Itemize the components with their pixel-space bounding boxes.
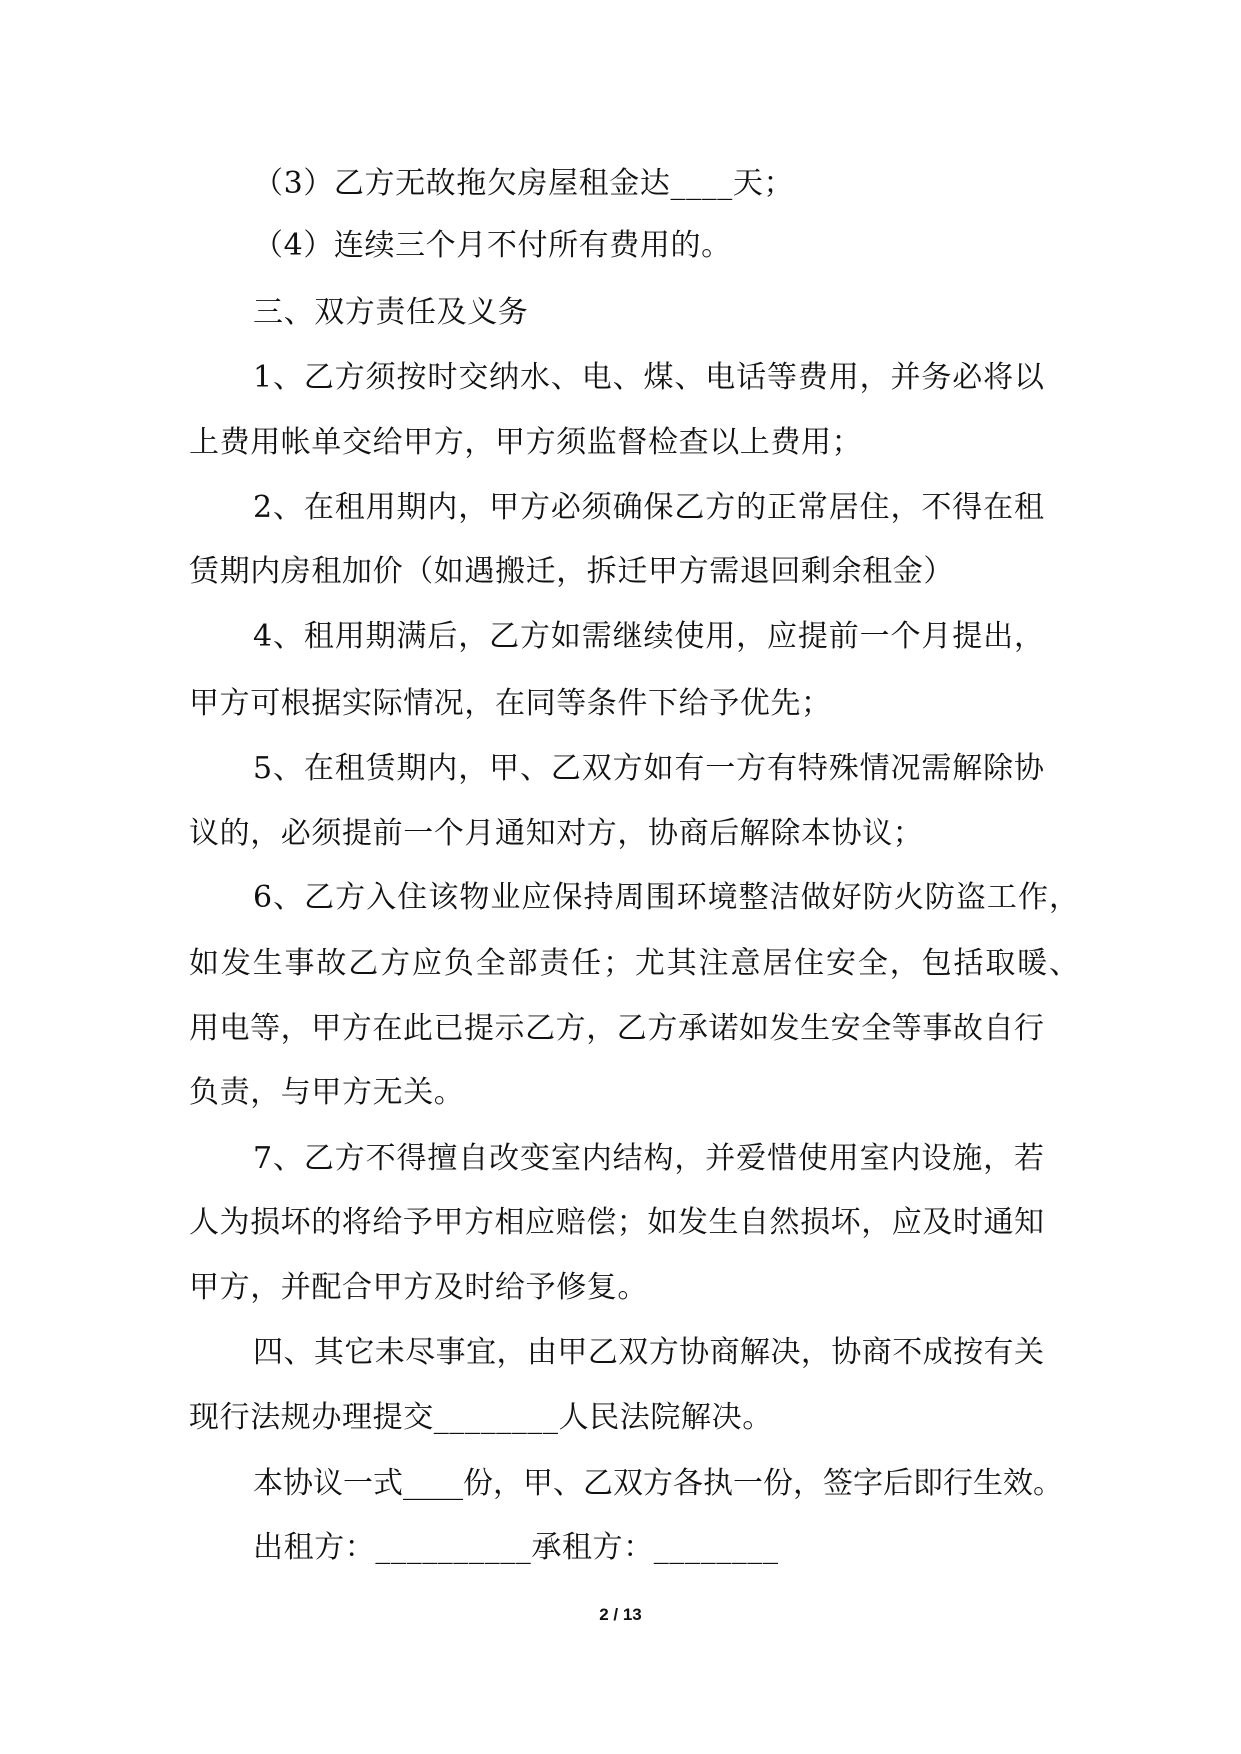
paragraph-line: 用电等，甲方在此已提示乙方，乙方承诺如发生安全等事故自行 <box>189 1011 1044 1046</box>
paragraph-line: 现行法规办理提交________人民法院解决。 <box>189 1400 773 1435</box>
paragraph-line: 如发生事故乙方应负全部责任；尤其注意居住安全，包括取暖、 <box>189 946 1079 981</box>
paragraph-line: （3）乙方无故拖欠房屋租金达____天； <box>253 166 795 201</box>
page-number: 2 / 13 <box>599 1605 642 1624</box>
paragraph-line: 赁期内房租加价（如遇搬迁，拆迁甲方需退回剩余租金） <box>189 554 954 589</box>
paragraph-line: 人为损坏的将给予甲方相应赔偿；如发生自然损坏，应及时通知 <box>189 1205 1044 1240</box>
paragraph-line: 6、乙方入住该物业应保持周围环境整洁做好防火防盗工作， <box>253 880 1079 915</box>
paragraph-line: 7、乙方不得擅自改变室内结构，并爱惜使用室内设施，若 <box>253 1141 1044 1176</box>
signature-line: 出租方：__________承租方：________ <box>253 1530 779 1565</box>
paragraph-line: 负责，与甲方无关。 <box>189 1075 465 1110</box>
paragraph-line: 甲方，并配合甲方及时给予修复。 <box>189 1270 648 1305</box>
paragraph-line: 议的，必须提前一个月通知对方，协商后解除本协议； <box>189 816 924 851</box>
paragraph-line: 4、租用期满后，乙方如需继续使用，应提前一个月提出， <box>253 619 1044 654</box>
paragraph-line: 甲方可根据实际情况，在同等条件下给予优先； <box>189 686 832 721</box>
section-heading-text: 三、双方责任及义务 <box>253 295 529 330</box>
paragraph-line: 1、乙方须按时交纳水、电、煤、电话等费用，并务必将以 <box>253 360 1044 395</box>
paragraph-line: 5、在租赁期内，甲、乙双方如有一方有特殊情况需解除协 <box>253 751 1044 786</box>
paragraph-line: （4）连续三个月不付所有费用的。 <box>253 228 732 263</box>
paragraph-line: 本协议一式____份，甲、乙双方各执一份，签字后即行生效。 <box>253 1466 1063 1501</box>
paragraph-line: 四、其它未尽事宜，由甲乙双方协商解决，协商不成按有关 <box>253 1335 1044 1370</box>
paragraph-line: 2、在租用期内，甲方必须确保乙方的正常居住，不得在租 <box>253 490 1044 525</box>
paragraph-line: 上费用帐单交给甲方，甲方须监督检查以上费用； <box>189 425 863 460</box>
